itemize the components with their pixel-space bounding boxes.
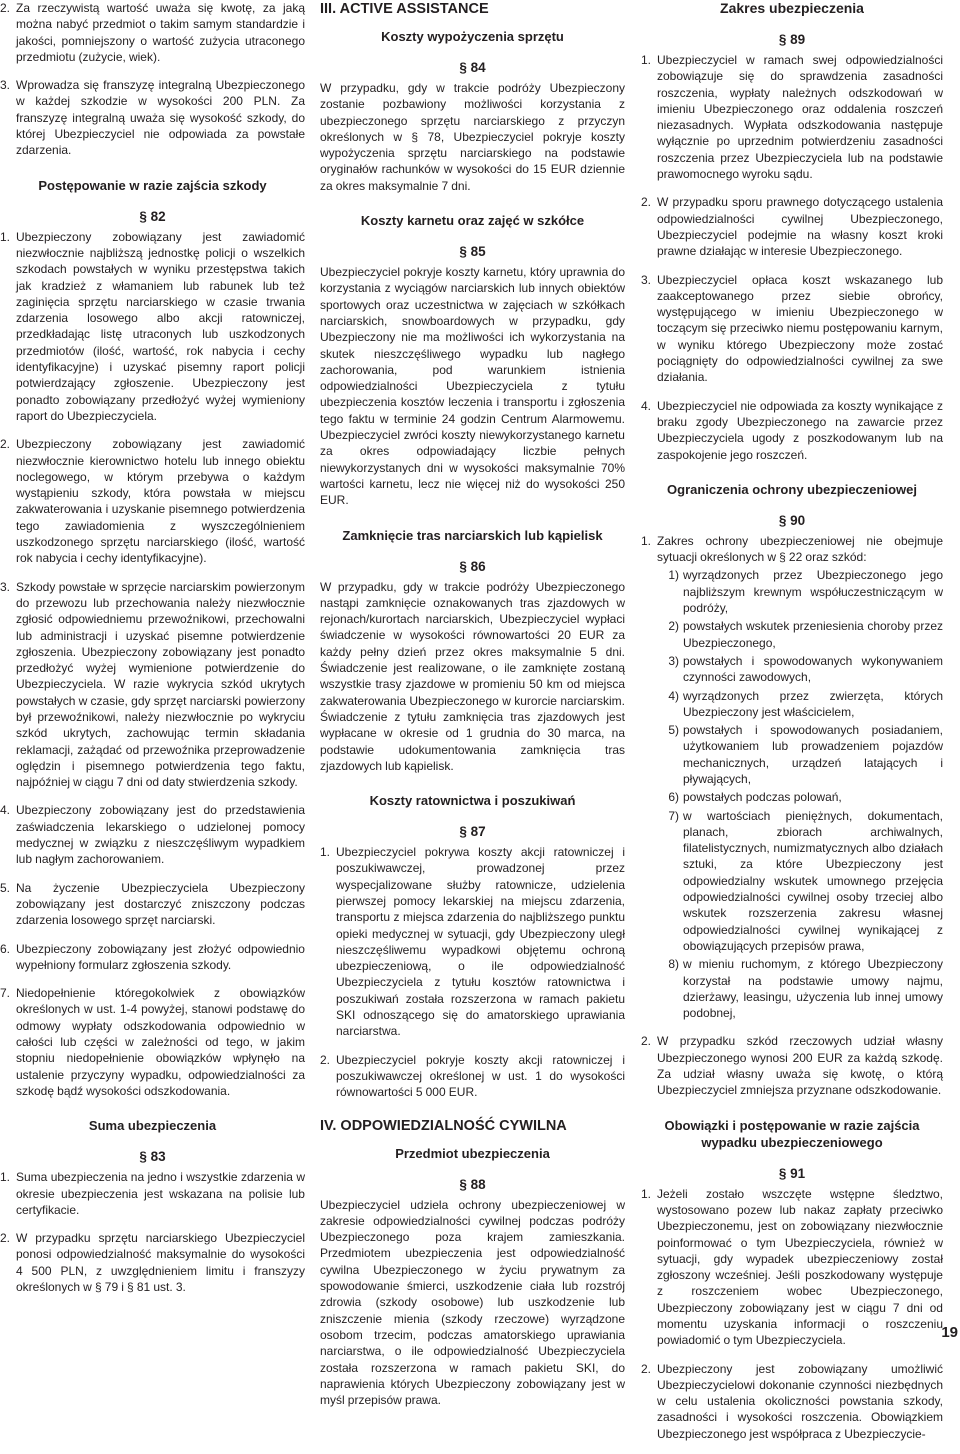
section-86-text: [320, 579, 625, 775]
item-number: 2.: [320, 1052, 331, 1067]
list-item: [0, 985, 305, 1099]
section-title: Suma ubezpieczenia: [88, 1118, 217, 1134]
item-number: 1.: [0, 1170, 11, 1185]
item-text: Ubezpieczyciel w ramach swej odpowiedzialności zobowiązuje się do sprawdzenia zasadności roszczenia, wypłaty należnych odszkodowań w imieniu Ubezpieczonego oraz oddalenia roszczeń niezasadnych. Wypłata odszkodowania następuje wyłącznie po uprzednim potwierdzeniu zasadności roszczenia przez Ubezpieczyciela lub na podstawie prawomocnego wyroku sądu.: [657, 53, 943, 182]
section-88-text: [320, 1197, 625, 1409]
sub-item-text: powstałych i spowodowanych wykonywaniem czynności zawodowych,: [683, 653, 943, 685]
sub-item-text: w wartościach pieniężnych, dokumentach, planach, zbiorach archiwalnych, filatelistycznych, numizmatycznych albo działach sztuki, za które Ubezpieczony jest odpowiedzialny wskutek umownego przejęcia odpowiedzialności cywilnej osoby trzeciej albo wskutek rozszerzenia zakresu własnej odpowiedzialności cywilnej wynikającej z obowiązujących przepisów prawa,: [683, 808, 943, 953]
item-text: W przypadku sprzętu narciarskiego Ubezpieczyciel ponosi odpowiedzialność maksymalnie do wysokości 4 500 PLN, z uwzględnieniem limitu i franszyzy określonych w § 79 i § 81 ust. 3.: [16, 1231, 305, 1294]
item-text: Za rzeczywistą wartość uważa się kwotę, za jaką można nabyć przedmiot o takim samym standardzie i jakości, pomniejszony o wartość zużycia utraconego przedmiotu (zużycie, wiek).: [16, 1, 305, 64]
item-text: Ubezpieczyciel pokrywa koszty akcji ratowniczej i poszukiwawczej, prowadzonej przez wyspecjalizowane służby ratownicze, udzielenia pierwszej pomocy lekarskiej na miejscu zdarzenia, transportu z miejsca zdarzenia do najbliższego punktu opieki medycznej w sytuacji, gdy Ubezpieczony uległ nieszczęśliwemu wypadkowi objętemu ochroną ubezpieczeniową, o ile odpowiedzialność Ubezpieczyciela z tytułu kosztów ratownictwa i poszukiwań została rozszerzona w ramach pakietu SKI odnoszącego się do amatorskiego uprawiania narciarstwa.: [336, 845, 625, 1039]
item-text: Na życzenie Ubezpieczyciela Ubezpieczony zobowiązany jest dostarczyć zniszczony podczas zdarzenia losowego sprzęt narciarski.: [16, 880, 305, 928]
item-text: Ubezpieczony zobowiązany jest zawiadomić niezwłocznie najbliższą jednostkę policji o wszelkich szkodach powstałych w wyniku przestępstwa takich jak kradzież z włamaniem lub rabunek lub też zaginięcia sprzętu narciarskiego w czasie trwania zdarzenia losowego albo akcji ratowniczej, przedkładając listę utraconych lub uszkodzonych przedmiotów (ilość, wartość, rok nabycia i cechy identyfikacyjne) i uzyskać pisemny raport policji potwierdzający zgłoszenie. Ubezpieczony jest ponadto zobowiązany przedłożyć wyżej wymieniony raport do Ubezpieczyciela.: [16, 229, 305, 423]
item-text: Jeżeli zostało wszczęte wstępne śledztwo, wystosowano pozew lub nakaz zapłaty przeciwko Ubezpieczonemu, jest on zobowiązany niezwłocznie poinformować o tym Ubezpieczyciela, również w sytuacji, gdy wypadek ubezpieczeniowy został zgłoszony wcześniej. Jeśli poszkodowany występuje z roszczeniem wobec Ubezpieczonego, Ubezpieczony zobowiązany jest w ciągu 7 dni od momentu uzyskania informacji o roszczeniu powiadomić o tym Ubezpieczyciela.: [657, 1186, 943, 1348]
item-text: Zakres ochrony ubezpieczeniowej nie obejmuje sytuacji określonych w § 22 oraz szkód:: [657, 533, 943, 565]
paragraph-number: § 86: [459, 558, 486, 574]
item-text: Wprowadza się franszyzę integralną Ubezpieczonego w każdej szkodzie w wysokości 200 PLN. Za franszyzę integralną uważa się wysokość szkody, do której Ubezpieczyciel nie odpowiada za powstałe zdarzenia.: [16, 78, 305, 158]
list-item: [320, 1052, 625, 1101]
item-number: 2.: [641, 1361, 652, 1376]
section-title: Zamknięcie tras narciarskich lub kąpielisk: [342, 527, 603, 543]
list-item: [0, 436, 305, 566]
section-82-list: [0, 229, 305, 1100]
section-91-list: [641, 1186, 943, 1442]
sub-list-item: [641, 808, 943, 955]
list-item: [0, 1169, 305, 1218]
section-title: Postępowanie w razie zajścia szkody: [38, 177, 267, 193]
sub-item-text: powstałych wskutek przeniesienia choroby przez Ubezpieczonego,: [683, 619, 943, 650]
section-title: Ograniczenia ochrony ubezpieczeniowej: [667, 481, 917, 497]
item-number: 3.: [0, 579, 11, 594]
item-number: 6.: [0, 941, 11, 956]
list-item: [641, 52, 943, 182]
item-number: 1.: [0, 229, 11, 244]
section-title: Obowiązki i postępowanie w razie zajścia wypadku ubezpieczeniowego: [664, 1117, 920, 1150]
section-title: Przedmiot ubezpieczenia: [395, 1145, 550, 1161]
sub-item-text: powstałych i spowodowanych posiadaniem, użytkowaniem lub prowadzeniem pojazdów mechanicznych, urządzeń latających i pływających,: [683, 723, 943, 786]
item-number: 2.: [0, 437, 11, 452]
sub-item-text: wyrządzonych przez zwierzęta, których Ubezpieczony jest właścicielem,: [683, 688, 943, 719]
section-90-list: [641, 533, 943, 1099]
item-text: Ubezpieczyciel nie odpowiada za koszty wynikające z braku zgody Ubezpieczonego na zawarcie przez Ubezpieczyciela ugody z poszkodowanym lub na zaspokojenie jego roszczeń.: [657, 398, 943, 462]
column-middle: [320, 0, 625, 1408]
paragraph-text: Ubezpieczyciel pokryje koszty karnetu, który uprawnia do korzystania z wyciągów narciarskich lub innych obiektów sportowych oraz uczestnictwa w zajęciach w szkółkach narciarskich, snowboardowych w przypadku, gdy Ubezpieczony nie ma możliwości ich wykorzystania na skutek nieszczęśliwego wypadku lub nagłego zachorowania, pod warunkiem istnienia odpowiedzialności Ubezpieczyciela z tytułu ubezpieczenia kosztów leczenia i transportu i zgłoszenia tego faktu w terminie 24 godzin Centrum Alarmowemu. Ubezpieczyciel zwróci koszty niewykorzystanego karnetu za okres odpowiadający liczbie pełnych niewykorzystanych dni w wysokości maksymalnie 70% wartości karnetu, lecz nie więcej niż do wysokości 250 EUR.: [320, 265, 625, 508]
sub-item-number: 8): [668, 957, 679, 972]
item-text: Ubezpieczyciel opłaca koszt wskazanego lub zaakceptowanego przez siebie obrońcy, występującego w imieniu Ubezpieczonego w toczącym się przeciwko niemu postępowaniu karnym, w wyniku którego Ubezpieczony może zostać pociągnięty do odpowiedzialności cywilnej za swe działania.: [657, 272, 943, 385]
column-right: [641, 0, 943, 1454]
item-number: 3.: [0, 78, 11, 93]
paragraph-number: § 83: [139, 1149, 166, 1165]
item-number: 1.: [320, 845, 331, 860]
paragraph-number: § 87: [459, 824, 486, 840]
sub-item-number: 2): [668, 619, 679, 634]
sub-list-item: [641, 618, 943, 651]
sub-list-item: [641, 567, 943, 616]
sub-list-item: [641, 688, 943, 721]
item-text: Ubezpieczyciel pokryje koszty akcji ratowniczej i poszukiwawczej określonej w ust. 1 do wysokości równowartości 5 000 EUR.: [336, 1052, 625, 1100]
item-number: 1.: [641, 53, 652, 67]
sub-item-text: wyrządzonych przez Ubezpieczonego jego najbliższym krewnym współuczestniczącym w podróży,: [683, 568, 943, 616]
sub-list-item: [641, 722, 943, 787]
sub-item-number: 1): [668, 568, 679, 583]
item-number: 2.: [641, 1034, 652, 1049]
list-item: [641, 1361, 943, 1442]
section-title: Koszty wypożyczenia sprzętu: [381, 29, 564, 44]
list-item: [0, 77, 305, 158]
paragraph-number: § 90: [778, 512, 806, 528]
item-text: Niedopełnienie któregokolwiek z obowiązków określonych w ust. 1-4 powyżej, stanowi podstawę do odmowy wypłaty odszkodowania odpowiednio w całości lub części w zależności od tego, w jakim stopniu niedopełnienie obowiązków wpłynęło na ustalenie przyczyny wypadku, odpowiedzialności za szkodę bądź wysokości odszkodowania.: [16, 986, 305, 1098]
item-number: 2.: [641, 195, 652, 210]
section-83-list: [0, 1169, 305, 1295]
item-text: Ubezpieczony jest zobowiązany umożliwić Ubezpieczycielowi dokonanie czynności niezbędnych w celu ustalenia okoliczności powstania szkody, zasadności i wysokości roszczenia. Obowiązkiem Ubezpieczonego jest współpraca z Ubezpieczycie-: [657, 1361, 943, 1441]
paragraph-number: § 82: [139, 208, 166, 224]
section-title: Koszty karnetu oraz zajęć w szkółce: [360, 213, 585, 229]
section-84-text: [320, 80, 625, 194]
section-87-list: [320, 844, 625, 1100]
list-item: [641, 1186, 943, 1349]
paragraph-number: § 88: [459, 1176, 486, 1192]
item-text: Suma ubezpieczenia na jedno i wszystkie zdarzenia w okresie ubezpieczenia jest wskazana na polisie lub certyfikacie.: [16, 1170, 305, 1217]
chapter-heading: IV. ODPOWIEDZIALNOŚĆ CYWILNA: [320, 1117, 567, 1134]
paragraph-number: § 89: [778, 32, 806, 47]
list-item: [0, 802, 305, 867]
paragraph-number: § 84: [459, 60, 486, 75]
sub-item-number: 3): [668, 653, 679, 668]
item-number: 1.: [641, 533, 652, 548]
section-85-text: [320, 264, 625, 508]
item-number: 5.: [0, 880, 11, 895]
list-item: [641, 398, 943, 463]
sub-list-item: [641, 956, 943, 1021]
list-item: [641, 194, 943, 259]
item-text: Ubezpieczony zobowiązany jest do przedstawienia zaświadczenia lekarskiego o udzielonej pomocy medycznej w związku z nieszczęśliwym wypadkiem lub nagłym zachorowaniem.: [16, 803, 305, 867]
list-item: [0, 880, 305, 929]
item-number: 2.: [0, 1231, 11, 1246]
list-item: [641, 533, 943, 566]
item-number: 7.: [0, 986, 11, 1001]
paragraph-text: W przypadku, gdy w trakcie podróży Ubezpieczonego nastąpi zamknięcie oznakowanych tras zjazdowych w rejonach/kurortach narciarskich, Ubezpieczyciel wypłaci świadczenie w wysokości równowartości 20 EUR za każdy pełny dzień przez okres maksymalnie 5 dni. Świadczenie jest realizowane, o ile zamknięte zostaną wszystkie trasy zjazdowe w promieniu 50 km od miejsca zakwaterowania Ubezpieczonego w kurorcie narciarskim. Świadczenie z tytułu zamknięcia tras zjazdowych jest wypłacane w okresie od 1 grudnia do 30 marca, na podstawie udokumentowania zamknięcia tras zjazdowych lub kąpielisk.: [320, 579, 625, 773]
intro-list: [0, 0, 305, 159]
sub-item-number: 5): [668, 723, 679, 738]
item-text: Szkody powstałe w sprzęcie narciarskim powierzonym do przewozu lub przechowania należy niezwłocznie zgłosić odpowiedniemu przewoźnikowi, przechowalni lub administracji i uzyskać pisemne potwierdzenie zgłoszenia. Ubezpieczony zobowiązany jest ponadto przedłożyć wyżej wymienione potwierdzenie do Ubezpieczyciela. W razie wykrycia szkód ukrytych powstałych w czasie, gdy sprzęt narciarski powierzony był przewoźnikowi, należy niezwłocznie po wykryciu szkód ukrytych, zachowując termin składania reklamacji, zażądać od przewoźnika przeprowadzenie oględzin i pisemnego potwierdzenia tego faktu, najpóźniej w ciągu 7 dni od daty stwierdzenia szkody.: [16, 579, 305, 790]
column-left: [0, 0, 305, 1307]
sub-item-text: w mieniu ruchomym, z którego Ubezpieczony korzystał na podstawie umowy najmu, dzierżawy, leasingu, użyczenia lub innej umowy podobnej,: [683, 957, 943, 1021]
paragraph-text: W przypadku, gdy w trakcie podróży Ubezpieczony zostanie pozbawiony możliwości korzystania z ubezpieczonego sprzętu narciarskiego z przyczyn określonych w § 78, Ubezpieczyciel pokryje koszty wypożyczenia sprzętu narciarskiego na podstawie oryginałów rachunków w wysokości do 15 EUR dziennie za okres maksymalnie 7 dni.: [320, 81, 625, 193]
sub-item-number: 7): [668, 808, 679, 823]
section-title: Koszty ratownictwa i poszukiwań: [369, 793, 576, 809]
sub-item-number: 4): [668, 688, 679, 703]
list-item: [0, 229, 305, 425]
sub-item-text: powstałych podczas polowań,: [683, 790, 842, 805]
item-number: 2.: [0, 1, 11, 15]
list-item: [320, 844, 625, 1040]
item-text: Ubezpieczony zobowiązany jest złożyć odpowiednio wypełniony formularz zgłoszenia szkody.: [16, 941, 305, 972]
item-number: 4.: [0, 803, 11, 818]
list-item: [0, 579, 305, 791]
list-item: [0, 1230, 305, 1295]
paragraph-number: § 91: [778, 1165, 806, 1181]
item-number: 3.: [641, 272, 652, 287]
item-number: 1.: [641, 1186, 652, 1201]
item-text: W przypadku sporu prawnego dotyczącego ustalenia odpowiedzialności cywilnej Ubezpieczonego, Ubezpieczyciel podejmie na własny koszt kroki prawne działając w interesie Ubezpieczonego.: [657, 195, 943, 259]
sub-list-item: [641, 653, 943, 686]
paragraph-text: Ubezpieczyciel udziela ochrony ubezpieczeniowej w zakresie odpowiedzialności cywilnej podczas podróży Ubezpieczonego poza krajem zamieszkania. Przedmiotem ubezpieczenia jest odpowiedzialność cywilna Ubezpieczonego w życiu prywatnym za spowodowanie śmierci, uszkodzenie ciała lub rozstrój zdrowia (szkody osobowe) lub uszkodzenie lub zniszczenie mienia (szkody rzeczowe) wyrządzone osobom trzecim, podczas amatorskiego uprawiania narciarstwa, o ile odpowiedzialność Ubezpieczyciela została rozszerzona w ramach pakietu SKI, do naprawienia których Ubezpieczony zobowiązany jest w myśl przepisów prawa.: [320, 1197, 625, 1408]
list-item: [0, 941, 305, 974]
paragraph-number: § 85: [459, 244, 486, 260]
list-item: [0, 0, 305, 65]
sub-list-item: [641, 789, 943, 805]
item-text: Ubezpieczony zobowiązany jest zawiadomić niezwłocznie kierownictwo hotelu lub innego obiektu noclegowego, w którym przebywa o każdym wystąpieniu szkody, która powstała w miejscu zakwaterowania i uzyskanie pisemnego potwierdzenia tego zawiadomienia z wyszczególnieniem uszkodzonego sprzętu narciarskiego (ilość, wartość rok nabycia i cechy identyfikacyjne).: [16, 437, 305, 566]
item-text: W przypadku szkód rzeczowych udział własny Ubezpieczonego wynosi 200 EUR za każdą szkodę. Za udział własny uważa się kwotę, o którą Ubezpieczyciel zmniejsza przyznane odszkodowanie.: [657, 1034, 943, 1098]
sub-item-number: 6): [668, 790, 679, 805]
list-item: [641, 1033, 943, 1098]
item-number: 4.: [641, 398, 652, 413]
list-item: [641, 272, 943, 386]
section-89-list: [641, 52, 943, 463]
section-title: Zakres ubezpieczenia: [720, 0, 864, 16]
chapter-heading: III. ACTIVE ASSISTANCE: [320, 1, 489, 17]
page-number: 19: [941, 1324, 958, 1341]
